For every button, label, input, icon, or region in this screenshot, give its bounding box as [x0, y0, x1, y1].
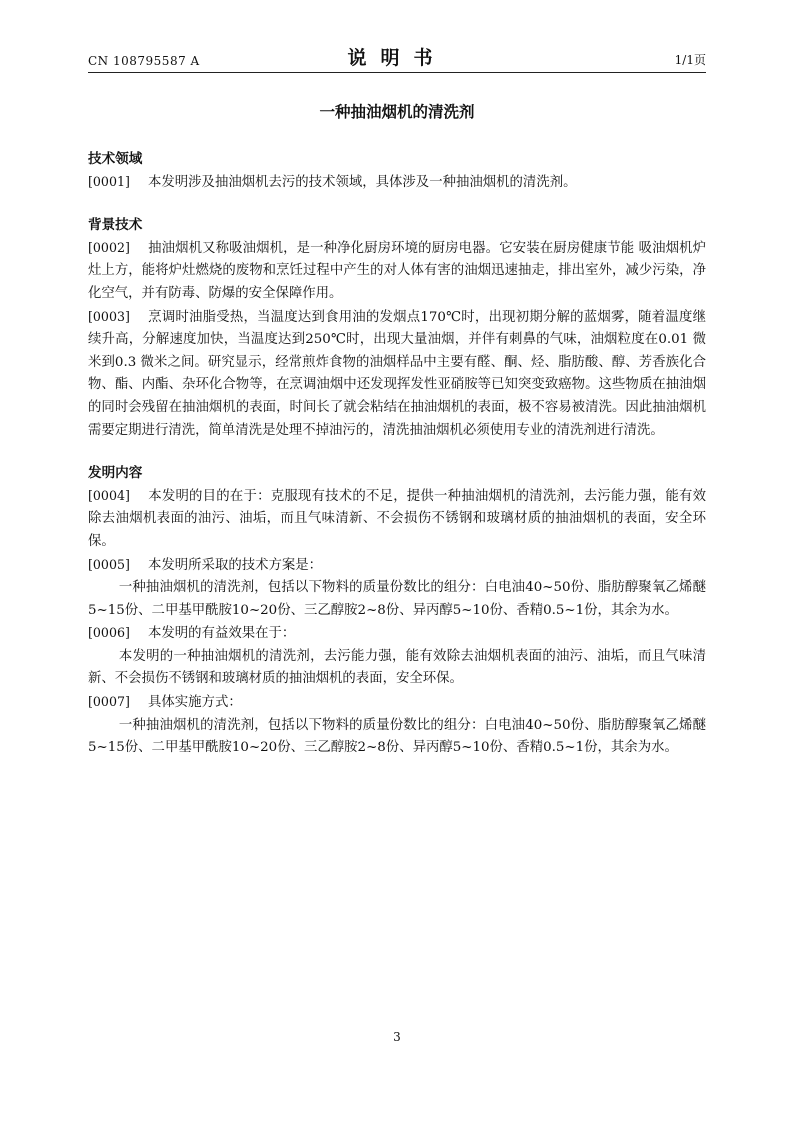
section-heading: 技术领域	[88, 151, 143, 167]
paragraph	[88, 237, 706, 306]
indented-paragraph: 一种抽油烟机的清洗剂，包括以下物料的质量份数比的组分：白电油40~50份、脂肪醇聚氧乙烯醚5~15份、二甲基甲酰胺10~20份、三乙醇胺2~8份、异丙醇5~10份、香精0.5~1份，其余为水。	[88, 580, 706, 618]
paragraph-number: [0004]	[88, 487, 130, 503]
header-doc-type: 说明书	[347, 47, 447, 69]
indented-paragraph: 一种抽油烟机的清洗剂，包括以下物料的质量份数比的组分：白电油40~50份、脂肪醇聚氧乙烯醚5~15份、二甲基甲酰胺10~20份、三乙醇胺2~8份、异丙醇5~10份、香精0.5~1份，其余为水。	[88, 717, 706, 756]
indented-paragraph: 本发明的一种抽油烟机的清洗剂，去污能力强，能有效除去油烟机表面的油污、油垢，而且气味清新、不会损伤不锈钢和玻璃材质的抽油烟机的表面，安全环保。	[88, 648, 706, 687]
document-body	[88, 148, 706, 760]
paragraph-text: 本发明所采取的技术方案是：	[148, 557, 323, 573]
paragraph-number: [0005]	[88, 556, 130, 572]
document-title: 一种抽油烟机的清洗剂	[319, 103, 475, 121]
paragraph-number: [0001]	[88, 173, 130, 189]
patent-number: CN 108795587 A	[88, 54, 200, 68]
page-header	[88, 44, 706, 72]
paragraph-text: 本发明的目的在于：克服现有技术的不足，提供一种抽油烟机的清洗剂，去污能力强，能有效除去油烟机表面的油污、油垢，而且气味清新、不会损伤不锈钢和玻璃材质的抽油烟机的表面，安全环保。	[88, 488, 706, 549]
paragraph-number: [0007]	[88, 694, 130, 710]
paragraph	[88, 485, 706, 554]
paragraph-number: [0003]	[88, 308, 130, 324]
header-page-count: 1/1页	[674, 53, 706, 67]
paragraph	[88, 622, 706, 646]
page-number: 3	[393, 1030, 401, 1044]
paragraph-text: 烹调时油脂受热，当温度达到食用油的发烟点170℃时，出现初期分解的蓝烟雾，随着温度继续升高，分解速度加快，当温度达到250℃时，出现大量油烟，并伴有刺鼻的气味，油烟粒度在0.01 微米到0.3 微米之间。研究显示，经常煎炸食物的油烟样品中主要有醛、酮、烃、脂肪酸、醇、芳香族化合物、酯、内酯、杂环化合物等，在烹调油烟中还发现挥发性亚硝胺等已知突变致癌物。这些物质在抽油烟的同时会残留在抽油烟机的表面，时间长了就会粘结在抽油烟机的表面，极不容易被清洗。因此抽油烟机需要定期进行清洗，简单清洗是处理不掉油污的，清洗抽油烟机必须使用专业的清洗剂进行清洗。	[88, 309, 706, 438]
paragraph-number: [0006]	[88, 625, 130, 641]
paragraph	[88, 691, 706, 715]
paragraph	[88, 554, 706, 578]
paragraph-text: 抽油烟机又称吸油烟机，是一种净化厨房环境的厨房电器。它安装在厨房健康节能 吸油烟机炉灶上方，能将炉灶燃烧的废物和烹饪过程中产生的对人体有害的油烟迅速抽走，排出室外，减少污染，净化空气，并有防毒、防爆的安全保障作用。	[88, 240, 706, 301]
header-divider	[88, 72, 706, 73]
paragraph-text: 本发明的有益效果在于：	[148, 626, 296, 642]
paragraph-text: 具体实施方式：	[148, 695, 242, 711]
paragraph	[88, 171, 706, 195]
paragraph-number: [0002]	[88, 239, 130, 255]
section-heading: 发明内容	[88, 465, 143, 482]
section-heading: 背景技术	[88, 217, 143, 234]
paragraph	[88, 306, 706, 443]
paragraph-text: 本发明涉及抽油烟机去污的技术领域，具体涉及一种抽油烟机的清洗剂。	[148, 174, 577, 190]
